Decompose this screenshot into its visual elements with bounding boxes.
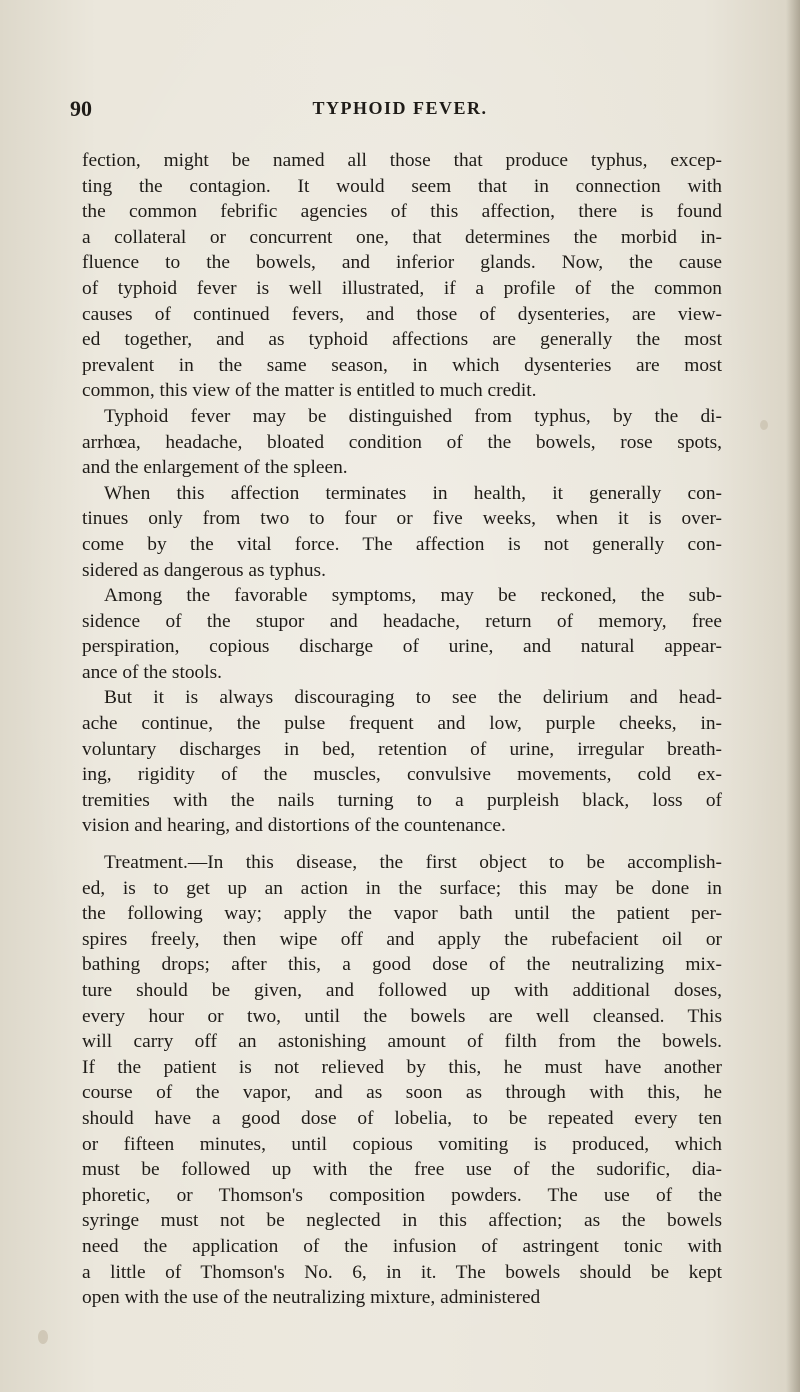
text-line: ed, is to get up an action in the surface; this may be done in — [82, 877, 722, 899]
paragraph — [82, 583, 722, 685]
paragraph — [82, 685, 722, 839]
text-line: ache continue, the pulse frequent and low, purple cheeks, in- — [82, 713, 722, 735]
text-line: phoretic, or Thomson's composition powders. The use of the — [82, 1184, 722, 1206]
text-line: of typhoid fever is well illustrated, if a profile of the common — [82, 277, 722, 299]
text-line: tinues only from two to four or five weeks, when it is over- — [82, 508, 722, 530]
text-line: bathing drops; after this, a good dose of the neutralizing mix- — [82, 954, 722, 976]
paragraph — [82, 481, 722, 583]
text-line: open with the use of the neutralizing mixture, administered — [82, 1287, 541, 1309]
text-line: If the patient is not relieved by this, he must have another — [82, 1056, 722, 1078]
text-line: tremities with the nails turning to a purpleish black, loss of — [82, 789, 722, 811]
text-line: vision and hearing, and distortions of the countenance. — [82, 815, 506, 837]
text-line: a collateral or concurrent one, that determines the morbid in- — [82, 226, 722, 248]
text-line: a little of Thomson's No. 6, in it. The bowels should be kept — [82, 1261, 722, 1283]
text-line: arrhœa, headache, bloated condition of the bowels, rose spots, — [82, 431, 722, 453]
paper-stain — [760, 420, 768, 430]
text-line: will carry off an astonishing amount of filth from the bowels. — [82, 1031, 722, 1053]
page-edge-shadow — [786, 0, 800, 1392]
text-line: common, this view of the matter is entitled to much credit. — [82, 380, 537, 402]
text-line: Among the favorable symptoms, may be reckoned, the sub- — [104, 585, 722, 607]
text-line: sidered as dangerous as typhus. — [82, 559, 326, 581]
text-line: the following way; apply the vapor bath until the patient per- — [82, 903, 722, 925]
text-line: ed together, and as typhoid affections are generally the most — [82, 329, 722, 351]
page-header — [70, 96, 730, 126]
text-line: ance of the stools. — [82, 661, 223, 683]
text-line: ing, rigidity of the muscles, convulsive movements, cold ex- — [82, 764, 722, 786]
text-line: sidence of the stupor and headache, return of memory, free — [82, 610, 722, 632]
text-line: voluntary discharges in bed, retention of urine, irregular breath- — [82, 738, 722, 760]
text-line: spires freely, then wipe off and apply the rubefacient oil or — [82, 928, 722, 950]
text-line: the common febrific agencies of this affection, there is found — [82, 201, 722, 223]
text-line: course of the vapor, and as soon as through with this, he — [82, 1082, 722, 1104]
paper-stain — [38, 1330, 48, 1344]
text-line: ture should be given, and followed up with additional doses, — [82, 980, 722, 1001]
text-line: But it is always discouraging to see the delirium and head- — [104, 687, 722, 709]
text-line: fection, might be named all those that produce typhus, excep- — [82, 150, 722, 171]
text-line: must be followed up with the free use of the sudorific, dia- — [82, 1159, 722, 1181]
paragraph — [82, 850, 722, 1311]
paragraph — [82, 404, 722, 481]
text-line: perspiration, copious discharge of urine, and natural appear- — [82, 636, 722, 658]
text-line: prevalent in the same season, in which dysenteries are most — [82, 354, 722, 376]
text-line: come by the vital force. The affection is not generally con- — [82, 533, 722, 555]
text-line: need the application of the infusion of astringent tonic with — [82, 1235, 722, 1257]
text-line: every hour or two, until the bowels are well cleansed. This — [82, 1005, 722, 1027]
text-line: Treatment.—In this disease, the first object to be accomplish- — [104, 852, 722, 874]
running-head: TYPHOID FEVER. — [312, 98, 488, 118]
text-line: syringe must not be neglected in this affection; as the bowels — [82, 1210, 722, 1232]
text-line: or fifteen minutes, until copious vomiting is produced, which — [82, 1133, 722, 1155]
paragraph — [82, 148, 722, 404]
text-line: should have a good dose of lobelia, to be repeated every ten — [82, 1107, 722, 1129]
text-line: ting the contagion. It would seem that in connection with — [82, 175, 722, 197]
page-number: 90 — [70, 96, 92, 121]
text-line: Typhoid fever may be distinguished from typhus, by the di- — [104, 405, 722, 427]
text-line: When this affection terminates in health, it generally con- — [104, 482, 722, 504]
text-line: and the enlargement of the spleen. — [82, 457, 348, 479]
text-line: causes of continued fevers, and those of dysenteries, are view- — [82, 303, 722, 325]
body-text — [82, 148, 722, 1311]
section-gap — [82, 839, 722, 850]
text-line: fluence to the bowels, and inferior glands. Now, the cause — [82, 252, 722, 274]
